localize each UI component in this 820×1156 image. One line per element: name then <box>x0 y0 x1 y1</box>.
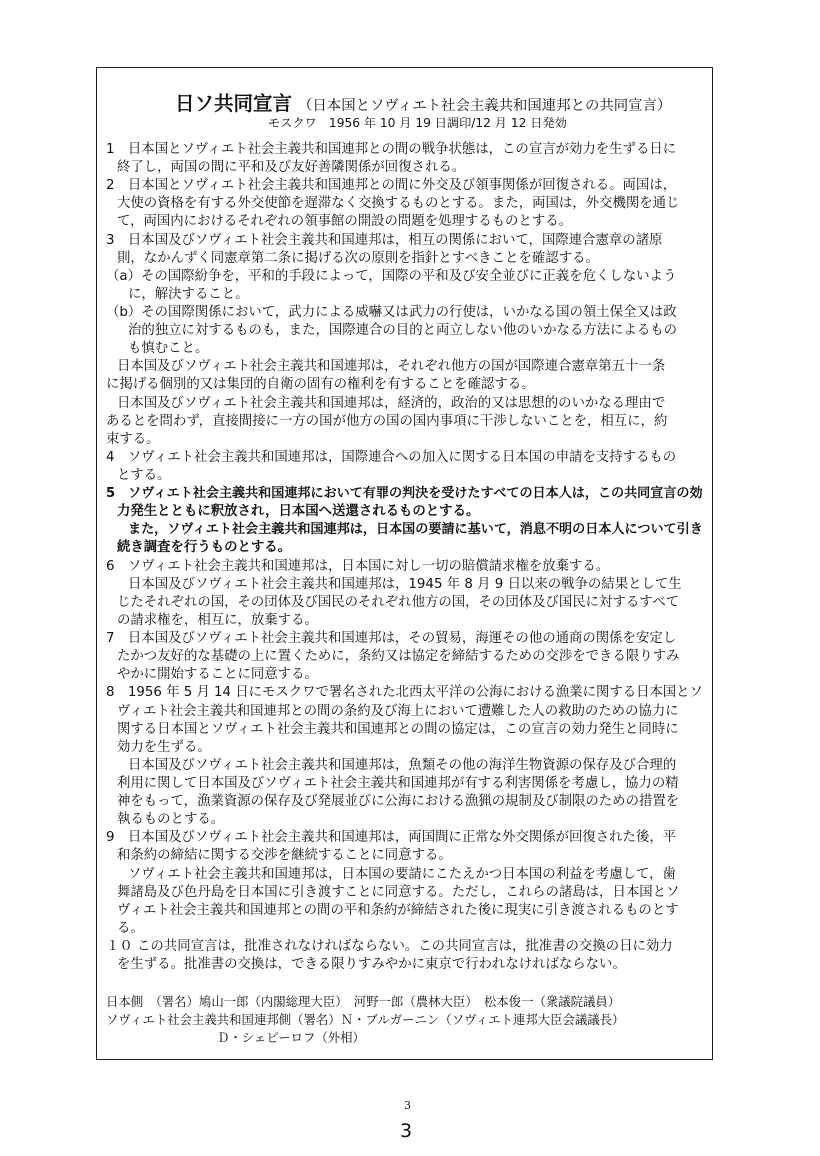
text-line: 続き調査を行うものとする。 <box>117 540 292 555</box>
text-line: 8 1956 年 5 月 14 日にモスクワで署名された北西太平洋の公海における漁業に関する日本国とソ <box>106 685 703 700</box>
text-line: 治的独立に対するものも，また，国際連合の目的と両立しない他のいかなる方法によるもの <box>128 323 678 338</box>
text-line: を生ずる。批准書の交換は，できる限りすみやかに東京で行われなければならない。 <box>117 957 626 972</box>
text-line: 則，なかんずく同憲章第二条に掲げる次の原則を指針とすべきことを確認する。 <box>117 251 599 266</box>
text-line: ソヴィエト社会主義共和国連邦は，日本国の要請にこたえかつ日本国の利益を考慮して，歯 <box>128 867 676 882</box>
signature-line-ussr-2: Ｄ・シェピーロフ（外相） <box>217 1030 365 1045</box>
text-line: の請求権を，相互に，放棄する。 <box>117 613 318 628</box>
text-line: 和条約の締結に関する交渉を継続することに同意する。 <box>117 848 452 863</box>
text-line: 大使の資格を有する外交使節を遅滞なく交換するものとする。また，両国は，外交機関を通じ <box>117 196 680 211</box>
page-number: 3 <box>400 1120 413 1142</box>
text-line: 3 日本国及びソヴィエト社会主義共和国連邦は，相互の関係において，国際連合憲章の諸原 <box>106 233 663 248</box>
page-number-small: 3 <box>404 1099 411 1112</box>
page-title <box>175 88 671 116</box>
text-line: 力発生とともに釈放され，日本国へ送還されるものとする。 <box>117 504 480 519</box>
date-line: モスクワ 1956 年 10 月 19 日調印/12 月 12 日発効 <box>268 116 567 130</box>
title-subtitle: （日本国とソヴィエト社会主義共和国連邦との共同宣言） <box>298 98 672 114</box>
text-line: じたそれぞれの国，その団体及び国民のそれぞれ他方の国，その団体及び国民に対するすべて <box>117 595 680 610</box>
signature-line-ussr: ソヴィエト社会主義共和国連邦側（署名）Ｎ・ブルガーニン（ソヴィエト連邦大臣会議議長） <box>106 1012 625 1027</box>
text-line: １０ この共同宣言は，批准されなければならない。この共同宣言は，批准書の交換の日に効力 <box>106 939 673 954</box>
text-line: 日本国及びソヴィエト社会主義共和国連邦は，経済的，政治的又は思想的のいかなる理由で <box>117 396 666 411</box>
text-line: 神をもって，漁業資源の保存及び発展並びに公海における漁猟の規制及び制限のための措置を <box>117 794 680 809</box>
title-main: 日ソ共同宣言 <box>175 92 293 115</box>
text-line: やかに開始することに同意する。 <box>117 667 318 682</box>
text-line: 終了し，両国の間に平和及び友好善隣関係が回復される。 <box>117 160 466 175</box>
text-line: 日本国及びソヴィエト社会主義共和国連邦は，魚類その他の海洋生物資源の保存及び合理的 <box>128 758 677 773</box>
text-line: ヴィエト社会主義共和国連邦との間の平和条約が締結された後に現実に引き渡されるものとす <box>117 903 679 918</box>
text-line: 日本国及びソヴィエト社会主義共和国連邦は，それぞれ他方の国が国際連合憲章第五十一条 <box>117 359 666 374</box>
text-line: る。 <box>117 921 144 936</box>
text-line: 2 日本国とソヴィエト社会主義共和国連邦との間に外交及び領事関係が回復される。両国は， <box>106 178 677 193</box>
text-line: に掲げる個別的又は集団的自衛の固有の権利を有することを確認する。 <box>106 377 535 392</box>
text-line: （b）その国際関係において，武力による威嚇又は武力の行使は，いかなる国の領土保全又は政 <box>106 305 677 320</box>
text-line: に，解決すること。 <box>128 287 249 302</box>
text-line: 執るものとする。 <box>117 812 225 827</box>
text-line: 5 ソヴィエト社会主義共和国連邦において有罪の判決を受けたすべての日本人は，この共同宣言の効 <box>106 486 703 501</box>
text-line: も慎むこと。 <box>128 341 209 356</box>
text-line: 7 日本国及びソヴィエト社会主義共和国連邦は，その貿易，海運その他の通商の関係を安定し <box>106 631 677 646</box>
text-line: 利用に関して日本国及びソヴィエト社会主義共和国連邦が有する利害関係を考慮し，協力の精 <box>117 776 679 791</box>
signature-line-japan: 日本側 （署名）鳩山一郎（内閣総理大臣） 河野一郎（農林大臣） 松本俊一（衆議院議員） <box>106 994 621 1009</box>
text-line: 日本国及びソヴィエト社会主義共和国連邦は，1945 年 8 月 9 日以来の戦争の結果として生 <box>128 577 682 592</box>
text-line: 効力を生ずる。 <box>117 740 211 755</box>
text-line: 舞諸島及び色丹島を日本国に引き渡すことに同意する。ただし，これらの諸島は，日本国とソ <box>117 885 680 900</box>
text-line: ヴィエト社会主義共和国連邦との間の条約及び海上において遭難した人の救助のための協力に <box>117 704 679 719</box>
text-line: 9 日本国及びソヴィエト社会主義共和国連邦は，両国間に正常な外交関係が回復された後，平 <box>106 830 677 845</box>
text-line: 6 ソヴィエト社会主義共和国連邦は，日本国に対し一切の賠償請求権を放棄する。 <box>106 559 610 574</box>
text-line: て，両国内におけるそれぞれの領事館の開設の問題を処理するものとする。 <box>117 214 573 229</box>
text-line: また，ソヴィエト社会主義共和国連邦は，日本国の要請に基いて，消息不明の日本人について引き <box>128 522 703 537</box>
text-line: とする。 <box>117 468 171 483</box>
text-line: 関する日本国とソヴィエト社会主義共和国連邦との間の協定は，この宣言の効力発生と同時に <box>117 722 679 737</box>
text-line: 4 ソヴィエト社会主義共和国連邦は，国際連合への加入に関する日本国の申請を支持するもの <box>106 450 677 465</box>
text-line: 束する。 <box>106 432 160 447</box>
text-line: 1 日本国とソヴィエト社会主義共和国連邦との間の戦争状態は，この宣言が効力を生ずる日に <box>106 142 677 157</box>
text-line: たかつ友好的な基礎の上に置くために，条約又は協定を締結するための交渉をできる限りすみ <box>117 649 680 664</box>
text-line: あるとを問わず，直接間接に一方の国が他方の国の国内事項に干渉しないことを，相互に，約 <box>106 414 668 429</box>
text-line: （a）その国際紛争を，平和的手段によって，国際の平和及び安全並びに正義を危くしないよう <box>106 269 677 284</box>
